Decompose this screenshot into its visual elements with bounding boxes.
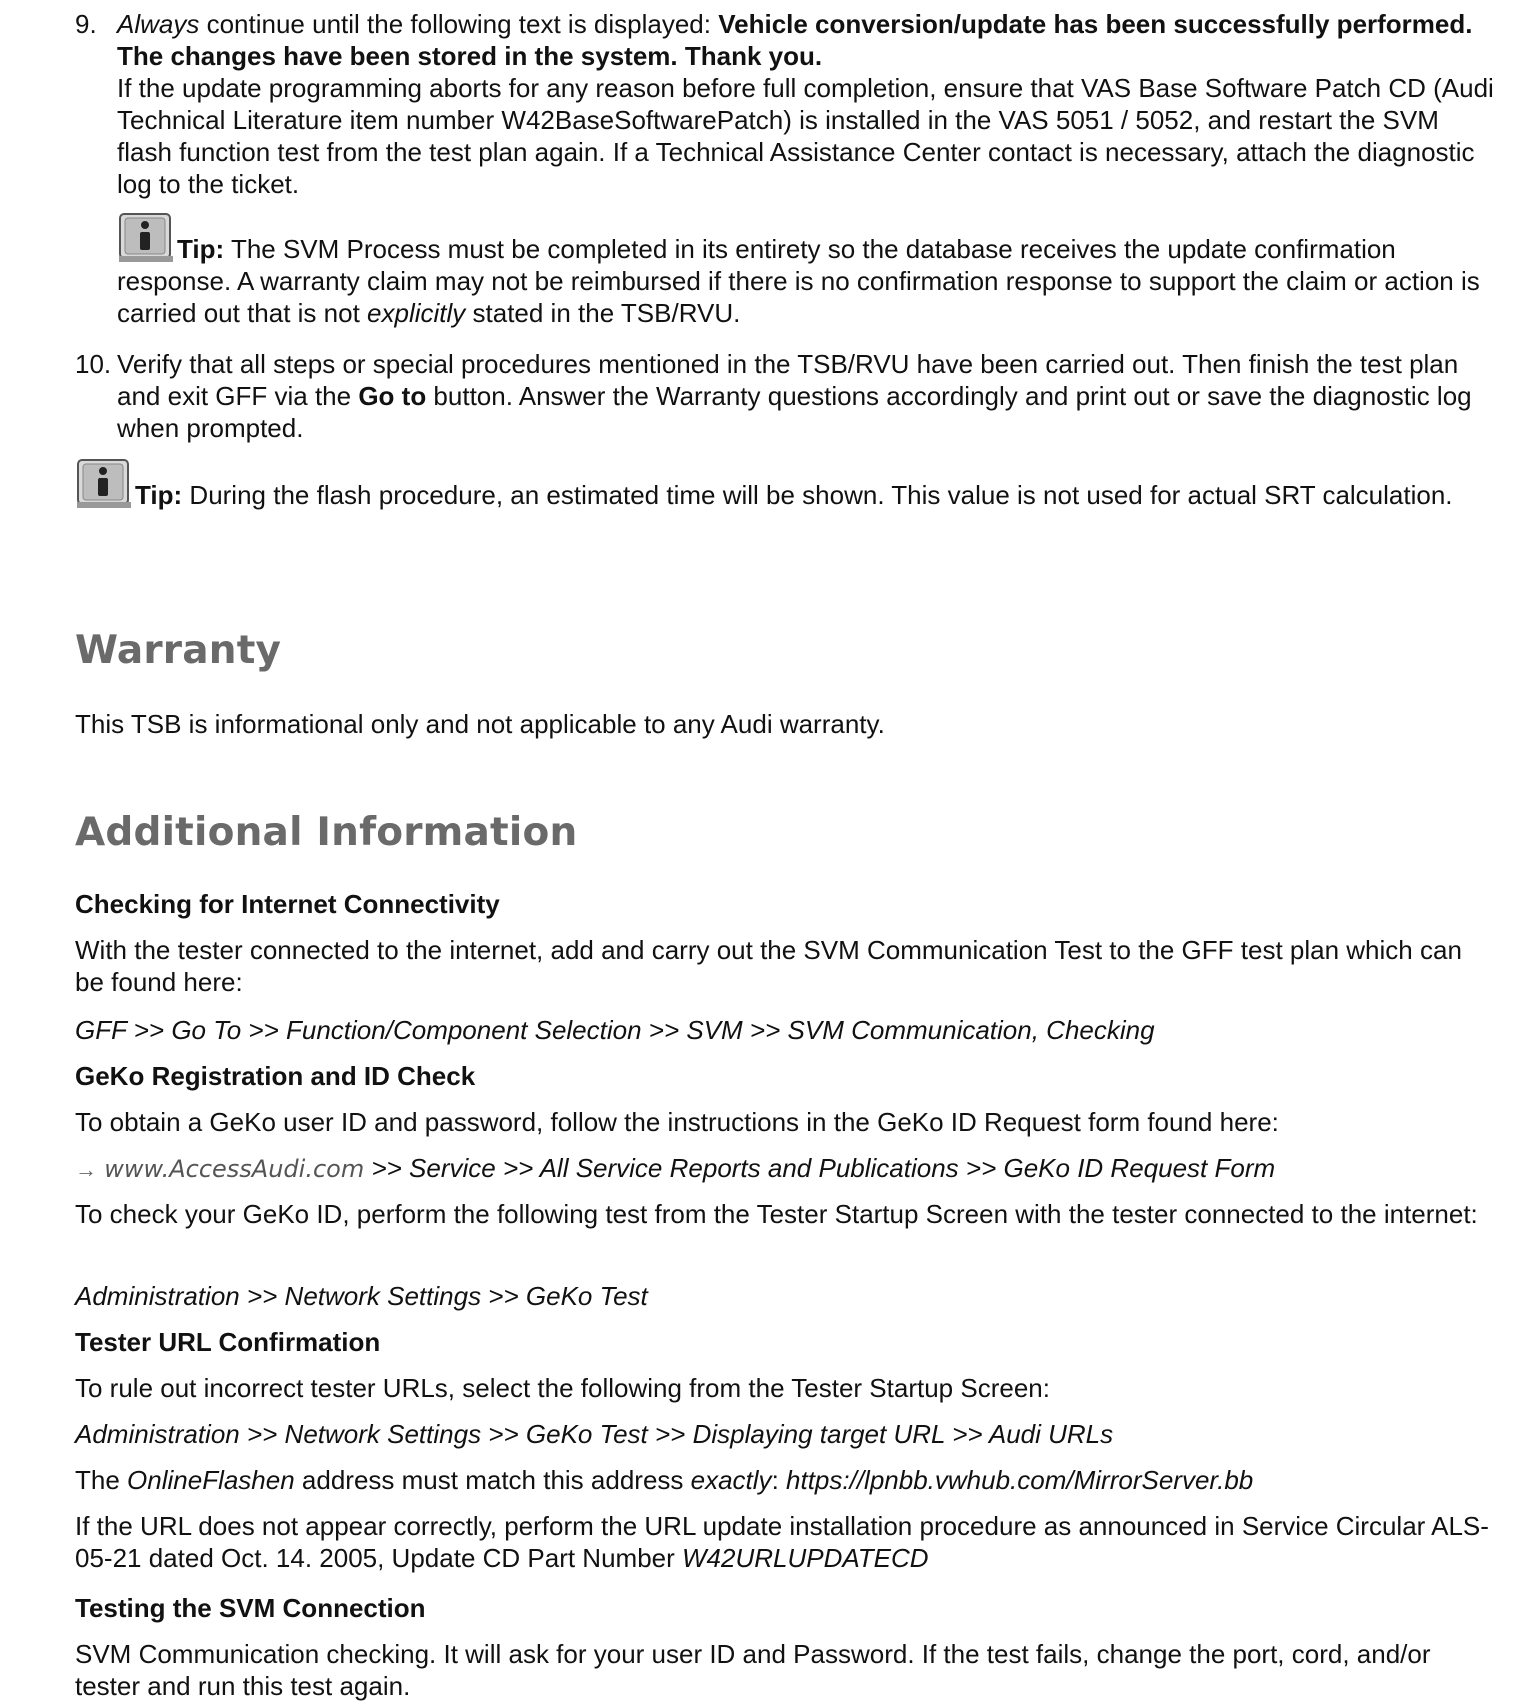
warranty-heading: Warranty <box>75 628 282 673</box>
connectivity-text: With the tester connected to the internet, add and carry out the SVM Communication Test to the GFF test plan which can be found here: <box>75 935 1462 997</box>
tip-explicitly: explicitly <box>367 298 466 328</box>
step-number: 10. <box>75 349 112 379</box>
geko-title: GeKo Registration and ID Check <box>75 1061 476 1091</box>
tip-text: During the flash procedure, an estimated time will be shown. This value is not used for actual SRT calculation. <box>182 480 1453 510</box>
url-fix <box>75 1510 1495 1574</box>
connectivity-title: Checking for Internet Connectivity <box>75 889 500 919</box>
geko-text: To obtain a GeKo user ID and password, follow the instructions in the GeKo ID Request form found here: <box>75 1107 1279 1137</box>
info-icon <box>117 212 175 264</box>
url-match-b: address must match this address <box>294 1465 691 1495</box>
geko-check-path: Administration >> Network Settings >> GeKo Test <box>75 1281 648 1311</box>
step-10-text <box>117 348 1495 444</box>
url-title: Tester URL Confirmation <box>75 1327 381 1357</box>
geko-link-line <box>75 1152 1495 1186</box>
tip-label: Tip: <box>177 234 225 264</box>
url-match-a: The <box>75 1465 128 1495</box>
step-10-text-b: button. Answer the Warranty questions accordingly and print out or save the diagnostic log when prompted. <box>117 381 1472 443</box>
abort-instructions: If the update programming aborts for any reason before full completion, ensure that VAS Base Software Patch CD (Audi Technical Literature item number W42BaseSoftwarePatch) is installed in the VAS 5051 / 5052, and restart the SVM flash function test from the test plan again. If a Technical Assistance Center contact is necessary, attach the diagnostic log to the ticket. <box>117 73 1494 199</box>
step-10-text-a: Verify that all steps or special procedures mentioned in the TSB/RVU have been carried out. Then finish the test plan and exit GFF via the <box>117 349 1459 411</box>
svm-text: SVM Communication checking. It will ask for your user ID and Password. If the test fails, change the port, cord, and/or tester and run this test again. <box>75 1639 1431 1701</box>
online-flashen: OnlineFlashen <box>127 1465 295 1495</box>
url-match-c: : <box>771 1465 787 1495</box>
url-path: Administration >> Network Settings >> GeKo Test >> Displaying target URL >> Audi URLs <box>75 1419 1114 1449</box>
tip-text-end: stated in the TSB/RVU. <box>465 298 741 328</box>
svm-title: Testing the SVM Connection <box>75 1593 426 1623</box>
step-9-lead <box>117 8 1495 72</box>
accessaudi-link[interactable]: www.AccessAudi.com <box>104 1155 365 1183</box>
lead-text: continue until the following text is displayed: <box>199 9 719 39</box>
url-text: To rule out incorrect tester URLs, select the following from the Tester Startup Screen: <box>75 1373 1050 1403</box>
tip-flash-time <box>75 458 1495 511</box>
go-to-label: Go to <box>358 381 427 411</box>
tip-label: Tip: <box>135 480 183 510</box>
url-match <box>75 1464 1495 1496</box>
exactly-text: exactly <box>690 1465 772 1495</box>
step-number: 9. <box>75 9 97 39</box>
info-icon <box>75 458 133 510</box>
warranty-text: This TSB is informational only and not applicable to any Audi warranty. <box>75 709 885 739</box>
geko-check-text: To check your GeKo ID, perform the following test from the Tester Startup Screen with the tester connected to the internet: <box>75 1199 1478 1229</box>
step-9 <box>75 8 1495 329</box>
additional-info-heading: Additional Information <box>75 810 578 855</box>
geko-link-path: >> Service >> All Service Reports and Publications >> GeKo ID Request Form <box>364 1153 1276 1183</box>
connectivity-path: GFF >> Go To >> Function/Component Selection >> SVM >> SVM Communication, Checking <box>75 1015 1155 1045</box>
mirror-server-url: https://lpnbb.vwhub.com/MirrorServer.bb <box>786 1465 1254 1495</box>
step-10 <box>75 348 1495 444</box>
tip-svm-process <box>117 212 1495 329</box>
tip-text: The SVM Process must be completed in its entirety so the database receives the update confirmation response. A warranty claim may not be reimbursed if there is no confirmation response to support the claim or action is carried out that is not <box>117 234 1480 328</box>
always-text: Always <box>117 9 200 39</box>
arrow-right-icon: → <box>75 1157 97 1182</box>
url-fix-text: If the URL does not appear correctly, perform the URL update installation procedure as announced in Service Circular ALS-05-21 dated Oct. 14. 2005, Update CD Part Number <box>75 1511 1489 1573</box>
success-message: Vehicle conversion/update has been successfully performed. The changes have been stored in the system. Thank you. <box>117 9 1473 71</box>
update-cd-part-number: W42URLUPDATECD <box>682 1543 929 1573</box>
